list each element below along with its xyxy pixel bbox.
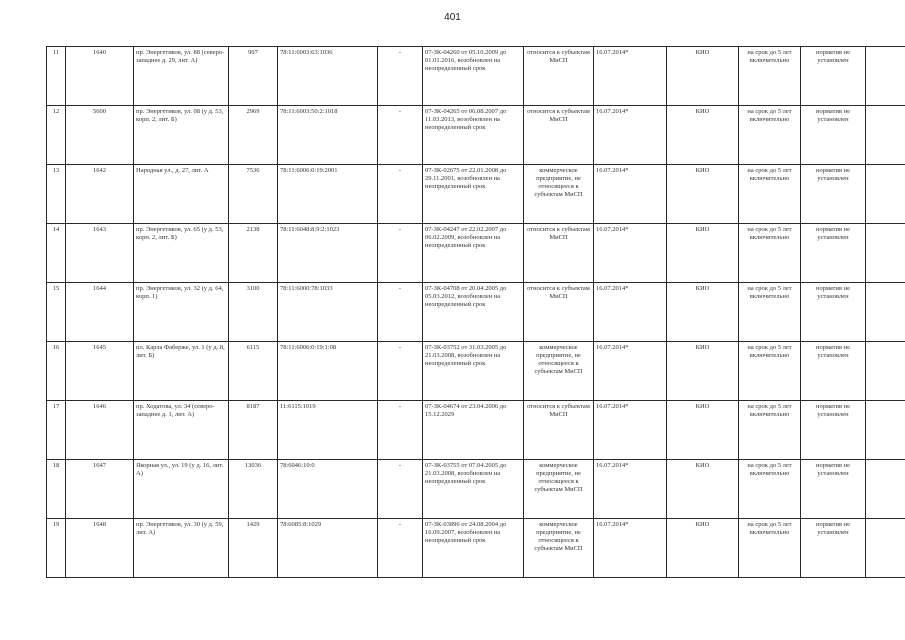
lease-term: на срок до 5 лет включительно — [739, 106, 801, 165]
lease-term: на срок до 5 лет включительно — [739, 165, 801, 224]
object-id: 1645 — [66, 342, 134, 401]
row-number: 16 — [47, 342, 66, 401]
page-number: 401 — [444, 12, 461, 23]
object-address: пр. Ходатова, ул. 34 (северо-западнее д. 1, лит. А) — [134, 401, 229, 460]
decision-date: 16.07.2014* — [594, 460, 667, 519]
object-address: пр. Энергетиков, ул. 32 (у д. 64, корп. 1) — [134, 283, 229, 342]
object-area: 2969 — [229, 106, 278, 165]
responsible-organization: КИО — [667, 106, 739, 165]
empty-field: - — [378, 47, 423, 106]
row-number: 13 — [47, 165, 66, 224]
blank-cell — [866, 47, 905, 106]
tenant-category: относится к субъектам МиСП — [524, 401, 594, 460]
lease-agreement: 07-ЗК-02675 от 22.01.2008 до 29.11.2001, возобновлен на неопределенный срок — [423, 165, 524, 224]
responsible-organization: КИО — [667, 47, 739, 106]
decision-date: 16.07.2014* — [594, 47, 667, 106]
row-number: 14 — [47, 224, 66, 283]
lease-agreement: 07-ЗК-04260 от 05.10.2009 до 01.01.2016, возобновлен на неопределенный срок — [423, 47, 524, 106]
object-address: пр. Энергетиков, ул. 65 (у д. 53, корп. 2, лит. Б) — [134, 224, 229, 283]
cadastral-number: 78:11:6000:78:1033 — [278, 283, 378, 342]
registry-rows — [47, 47, 905, 578]
object-id: 5600 — [66, 106, 134, 165]
norm-status: норматив не установлен — [801, 165, 866, 224]
object-address: пр. Энергетиков, ул. 30 (у д. 59, лит. А) — [134, 519, 229, 578]
blank-cell — [866, 106, 905, 165]
lease-term: на срок до 5 лет включительно — [739, 224, 801, 283]
empty-field: - — [378, 519, 423, 578]
row-number: 12 — [47, 106, 66, 165]
lease-agreement: 07-ЗК-03896 от 24.08.2004 до 16.09.2007, возобновлен на неопределенный срок — [423, 519, 524, 578]
decision-date: 16.07.2014* — [594, 283, 667, 342]
empty-field: - — [378, 106, 423, 165]
decision-date: 16.07.2014* — [594, 342, 667, 401]
row-number: 11 — [47, 47, 66, 106]
empty-field: - — [378, 224, 423, 283]
blank-cell — [866, 342, 905, 401]
responsible-organization: КИО — [667, 342, 739, 401]
norm-status: норматив не установлен — [801, 283, 866, 342]
object-address: пр. Энергетиков, ул. 08 (у д. 53, корп. 2, лит. Б) — [134, 106, 229, 165]
decision-date: 16.07.2014* — [594, 519, 667, 578]
object-address: пл. Карла Фаберже, ул. 1 (у д. 8, лит. Б) — [134, 342, 229, 401]
cadastral-number: 11:6115:1019 — [278, 401, 378, 460]
object-id: 1648 — [66, 519, 134, 578]
norm-status: норматив не установлен — [801, 401, 866, 460]
responsible-organization: КИО — [667, 460, 739, 519]
norm-status: норматив не установлен — [801, 342, 866, 401]
object-address: пр. Энергетиков, ул. 88 (северо-западнее д. 29, лит. А) — [134, 47, 229, 106]
decision-date: 16.07.2014* — [594, 224, 667, 283]
tenant-category: коммерческое предприятие, не относящееся к субъектам МиСП — [524, 165, 594, 224]
blank-cell — [866, 401, 905, 460]
empty-field: - — [378, 401, 423, 460]
responsible-organization: КИО — [667, 224, 739, 283]
lease-agreement: 07-ЗК-04265 от 06.08.2007 до 11.03.2013, возобновлен на неопределенный срок — [423, 106, 524, 165]
row-number: 18 — [47, 460, 66, 519]
object-id: 1640 — [66, 47, 134, 106]
lease-term: на срок до 5 лет включительно — [739, 401, 801, 460]
lease-term: на срок до 5 лет включительно — [739, 342, 801, 401]
table-row — [47, 342, 905, 401]
row-number: 15 — [47, 283, 66, 342]
empty-field: - — [378, 283, 423, 342]
tenant-category: относится к субъектам МиСП — [524, 224, 594, 283]
object-area: 6115 — [229, 342, 278, 401]
lease-agreement: 07-ЗК-03752 от 31.03.2005 до 21.03.2008, возобновлен на неопределенный срок — [423, 342, 524, 401]
cadastral-number: 78:11:6003:50:2:1018 — [278, 106, 378, 165]
tenant-category: коммерческое предприятие, не относящееся к субъектам МиСП — [524, 342, 594, 401]
norm-status: норматив не установлен — [801, 519, 866, 578]
tenant-category: коммерческое предприятие, не относящееся к субъектам МиСП — [524, 519, 594, 578]
tenant-category: относится к субъектам МиСП — [524, 47, 594, 106]
table-row — [47, 224, 905, 283]
object-id: 1642 — [66, 165, 134, 224]
cadastral-number: 78:11:6003:63:1036 — [278, 47, 378, 106]
empty-field: - — [378, 460, 423, 519]
table-row — [47, 106, 905, 165]
cadastral-number: 78:6046:10:0 — [278, 460, 378, 519]
lease-term: на срок до 5 лет включительно — [739, 519, 801, 578]
registry-table — [46, 46, 905, 578]
lease-term: на срок до 5 лет включительно — [739, 283, 801, 342]
blank-cell — [866, 460, 905, 519]
lease-term: на срок до 5 лет включительно — [739, 460, 801, 519]
object-area: 8187 — [229, 401, 278, 460]
norm-status: норматив не установлен — [801, 47, 866, 106]
object-id: 1647 — [66, 460, 134, 519]
row-number: 17 — [47, 401, 66, 460]
object-area: 3100 — [229, 283, 278, 342]
object-area: 7536 — [229, 165, 278, 224]
blank-cell — [866, 283, 905, 342]
blank-cell — [866, 165, 905, 224]
norm-status: норматив не установлен — [801, 460, 866, 519]
lease-agreement: 07-ЗК-04708 от 20.04.2005 до 05.03.2012, возобновлен на неопределенный срок — [423, 283, 524, 342]
cadastral-number: 78:11:6006:0:19:1:08 — [278, 342, 378, 401]
tenant-category: относится к субъектам МиСП — [524, 283, 594, 342]
lease-agreement: 07-ЗК-04247 от 22.02.2007 до 06.02.2009, возобновлен на неопределенный срок — [423, 224, 524, 283]
decision-date: 16.07.2014* — [594, 106, 667, 165]
lease-agreement: 07-ЗК-03755 от 07.04.2005 до 21.03.2008, возобновлен на неопределенный срок — [423, 460, 524, 519]
cadastral-number: 78:6085:8:1029 — [278, 519, 378, 578]
table-row — [47, 165, 905, 224]
empty-field: - — [378, 165, 423, 224]
object-area: 13036 — [229, 460, 278, 519]
lease-agreement: 07-ЗК-04674 от 23.04.2006 до 15.12.2029 — [423, 401, 524, 460]
table-row — [47, 460, 905, 519]
decision-date: 16.07.2014* — [594, 401, 667, 460]
norm-status: норматив не установлен — [801, 106, 866, 165]
object-area: 907 — [229, 47, 278, 106]
table-row — [47, 283, 905, 342]
object-address: Народная ул., д. 27, лит. А — [134, 165, 229, 224]
blank-cell — [866, 519, 905, 578]
tenant-category: коммерческое предприятие, не относящееся к субъектам МиСП — [524, 460, 594, 519]
lease-term: на срок до 5 лет включительно — [739, 47, 801, 106]
blank-cell — [866, 224, 905, 283]
cadastral-number: 78:11:6048:8:9:2:1023 — [278, 224, 378, 283]
object-address: Якорная ул., ул. 19 (у д. 16, лит. А) — [134, 460, 229, 519]
table-row — [47, 519, 905, 578]
decision-date: 16.07.2014* — [594, 165, 667, 224]
object-area: 1429 — [229, 519, 278, 578]
responsible-organization: КИО — [667, 401, 739, 460]
responsible-organization: КИО — [667, 519, 739, 578]
responsible-organization: КИО — [667, 283, 739, 342]
row-number: 19 — [47, 519, 66, 578]
empty-field: - — [378, 342, 423, 401]
object-id: 1644 — [66, 283, 134, 342]
object-id: 1646 — [66, 401, 134, 460]
responsible-organization: КИО — [667, 165, 739, 224]
cadastral-number: 78:11:6006:0:19:2001 — [278, 165, 378, 224]
table-row — [47, 47, 905, 106]
object-id: 1643 — [66, 224, 134, 283]
norm-status: норматив не установлен — [801, 224, 866, 283]
object-area: 2138 — [229, 224, 278, 283]
tenant-category: относится к субъектам МиСП — [524, 106, 594, 165]
table-row — [47, 401, 905, 460]
